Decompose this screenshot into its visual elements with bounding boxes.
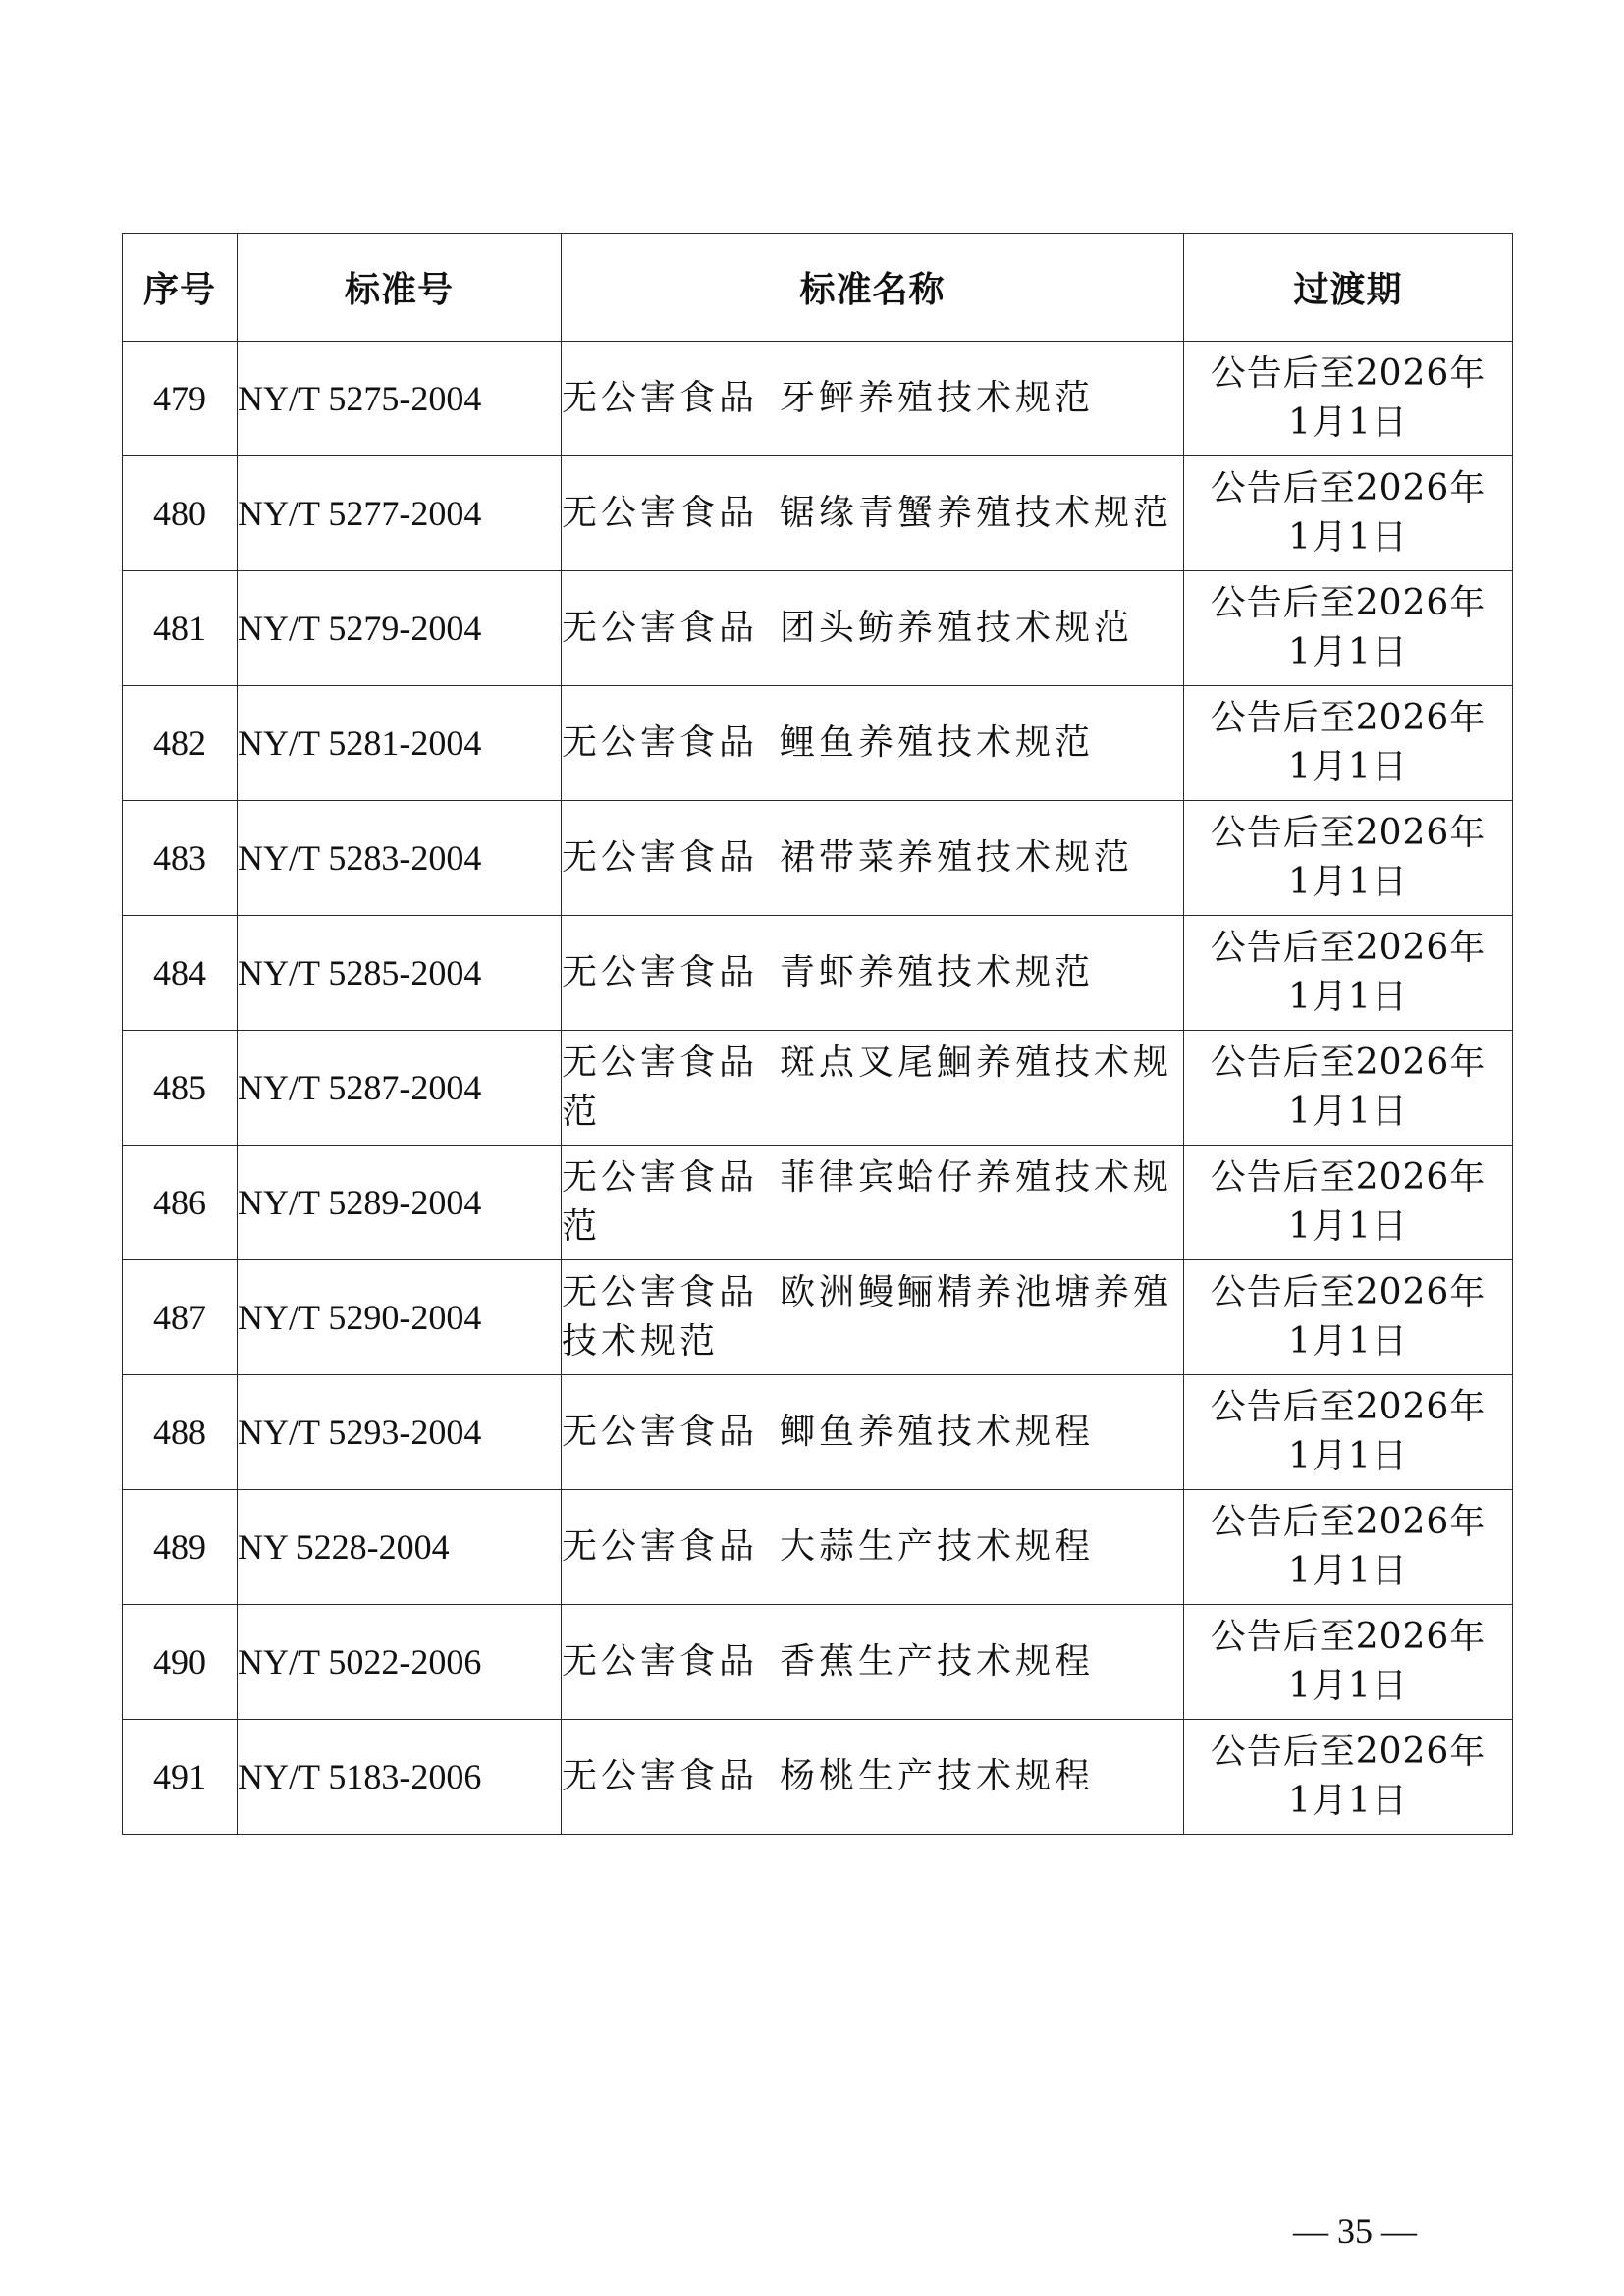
transition-line-2: 1月1日 — [1288, 1666, 1408, 1706]
serial-number-cell: 479 — [123, 342, 238, 456]
table-row — [123, 456, 1513, 571]
standard-name-cell — [562, 456, 1184, 571]
standard-code-cell: NY/T 5183-2006 — [238, 1720, 562, 1835]
standard-name-prefix: 无公害食品 — [562, 1641, 759, 1682]
standard-name-cell — [562, 916, 1184, 1031]
table-header-row — [123, 234, 1513, 342]
transition-line-1: 公告后至2026年 — [1210, 928, 1487, 968]
transition-line-2: 1月1日 — [1288, 1551, 1408, 1591]
serial-number-cell: 486 — [123, 1146, 238, 1260]
standard-code-cell: NY/T 5293-2004 — [238, 1375, 562, 1490]
transition-period-cell — [1184, 456, 1513, 571]
standard-name-text: 鲫鱼养殖技术规程 — [780, 1412, 1095, 1452]
table-row — [123, 342, 1513, 456]
standard-name-text: 鲤鱼养殖技术规范 — [780, 722, 1095, 763]
standard-name-prefix: 无公害食品 — [562, 722, 759, 763]
table-row — [123, 1375, 1513, 1490]
standard-code-cell: NY/T 5277-2004 — [238, 456, 562, 571]
standard-code-cell: NY/T 5285-2004 — [238, 916, 562, 1031]
table-row — [123, 1605, 1513, 1720]
standard-name-text: 大蒜生产技术规程 — [780, 1526, 1095, 1567]
transition-line-1: 公告后至2026年 — [1210, 353, 1487, 394]
standard-name-cell — [562, 571, 1184, 686]
standard-code-cell: NY/T 5022-2006 — [238, 1605, 562, 1720]
standard-name-prefix: 无公害食品 — [562, 1042, 759, 1083]
standard-name-text: 欧洲鳗鲡精养池塘养殖技术规范 — [562, 1272, 1173, 1362]
transition-period-cell — [1184, 1605, 1513, 1720]
transition-line-2: 1月1日 — [1288, 402, 1408, 443]
standard-name-prefix: 无公害食品 — [562, 1272, 759, 1312]
standard-name-cell — [562, 1375, 1184, 1490]
transition-period-cell — [1184, 1031, 1513, 1146]
transition-period-cell — [1184, 1146, 1513, 1260]
transition-period-cell — [1184, 342, 1513, 456]
transition-period-cell — [1184, 1720, 1513, 1835]
standard-code-cell: NY/T 5290-2004 — [238, 1260, 562, 1375]
standard-name-text: 杨桃生产技术规程 — [780, 1756, 1095, 1796]
serial-number-cell: 484 — [123, 916, 238, 1031]
transition-period-cell — [1184, 1490, 1513, 1605]
transition-line-2: 1月1日 — [1288, 1206, 1408, 1247]
transition-line-1: 公告后至2026年 — [1210, 1732, 1487, 1772]
transition-line-2: 1月1日 — [1288, 1321, 1408, 1362]
standard-code-cell: NY/T 5289-2004 — [238, 1146, 562, 1260]
standard-name-text: 锯缘青蟹养殖技术规范 — [780, 493, 1173, 533]
table-row — [123, 916, 1513, 1031]
standard-code-cell: NY/T 5287-2004 — [238, 1031, 562, 1146]
table-row — [123, 1720, 1513, 1835]
standard-name-prefix: 无公害食品 — [562, 378, 759, 418]
table-row — [123, 801, 1513, 916]
standard-name-cell — [562, 342, 1184, 456]
table-row — [123, 686, 1513, 801]
serial-number-cell: 483 — [123, 801, 238, 916]
standard-name-text: 青虾养殖技术规范 — [780, 952, 1095, 992]
transition-line-1: 公告后至2026年 — [1210, 1042, 1487, 1083]
transition-line-1: 公告后至2026年 — [1210, 468, 1487, 508]
standard-name-text: 菲律宾蛤仔养殖技术规范 — [562, 1157, 1173, 1247]
header-serial-number: 序号 — [123, 234, 238, 342]
standard-name-cell — [562, 1031, 1184, 1146]
transition-period-cell — [1184, 1260, 1513, 1375]
standard-name-text: 斑点叉尾鮰养殖技术规范 — [562, 1042, 1173, 1132]
header-standard-code: 标准号 — [238, 234, 562, 342]
standard-name-text: 牙鲆养殖技术规范 — [780, 378, 1095, 418]
transition-line-1: 公告后至2026年 — [1210, 1617, 1487, 1657]
transition-line-2: 1月1日 — [1288, 977, 1408, 1017]
table-row — [123, 1260, 1513, 1375]
standard-name-prefix: 无公害食品 — [562, 1412, 759, 1452]
standard-name-cell — [562, 1260, 1184, 1375]
transition-period-cell — [1184, 916, 1513, 1031]
transition-line-1: 公告后至2026年 — [1210, 1387, 1487, 1427]
table-body — [123, 342, 1513, 1835]
page-number: — 35 — — [1293, 2212, 1417, 2251]
standard-name-cell — [562, 1490, 1184, 1605]
transition-line-1: 公告后至2026年 — [1210, 1157, 1487, 1198]
transition-line-2: 1月1日 — [1288, 1436, 1408, 1476]
transition-period-cell — [1184, 801, 1513, 916]
serial-number-cell: 481 — [123, 571, 238, 686]
transition-line-1: 公告后至2026年 — [1210, 698, 1487, 738]
standard-name-prefix: 无公害食品 — [562, 952, 759, 992]
standard-name-text: 香蕉生产技术规程 — [780, 1641, 1095, 1682]
serial-number-cell: 491 — [123, 1720, 238, 1835]
standard-name-cell — [562, 1720, 1184, 1835]
serial-number-cell: 480 — [123, 456, 238, 571]
serial-number-cell: 489 — [123, 1490, 238, 1605]
serial-number-cell: 490 — [123, 1605, 238, 1720]
transition-line-2: 1月1日 — [1288, 862, 1408, 902]
transition-period-cell — [1184, 1375, 1513, 1490]
standard-name-cell — [562, 1605, 1184, 1720]
standard-name-text: 团头鲂养殖技术规范 — [780, 608, 1134, 648]
serial-number-cell: 487 — [123, 1260, 238, 1375]
standard-code-cell: NY/T 5281-2004 — [238, 686, 562, 801]
standards-table — [122, 233, 1513, 1835]
transition-line-2: 1月1日 — [1288, 517, 1408, 558]
transition-line-1: 公告后至2026年 — [1210, 1502, 1487, 1542]
transition-line-2: 1月1日 — [1288, 747, 1408, 787]
standard-name-cell — [562, 801, 1184, 916]
standard-name-prefix: 无公害食品 — [562, 837, 759, 878]
transition-line-2: 1月1日 — [1288, 1092, 1408, 1132]
transition-line-2: 1月1日 — [1288, 632, 1408, 672]
standard-code-cell: NY/T 5283-2004 — [238, 801, 562, 916]
table-row — [123, 1490, 1513, 1605]
standard-name-prefix: 无公害食品 — [562, 1526, 759, 1567]
serial-number-cell: 482 — [123, 686, 238, 801]
serial-number-cell: 488 — [123, 1375, 238, 1490]
standard-name-cell — [562, 686, 1184, 801]
transition-period-cell — [1184, 686, 1513, 801]
transition-period-cell — [1184, 571, 1513, 686]
standard-code-cell: NY/T 5279-2004 — [238, 571, 562, 686]
transition-line-1: 公告后至2026年 — [1210, 813, 1487, 853]
table-row — [123, 1031, 1513, 1146]
standard-code-cell: NY/T 5275-2004 — [238, 342, 562, 456]
header-transition-period: 过渡期 — [1184, 234, 1513, 342]
standard-code-cell: NY 5228-2004 — [238, 1490, 562, 1605]
standard-name-text: 裙带菜养殖技术规范 — [780, 837, 1134, 878]
transition-line-1: 公告后至2026年 — [1210, 1272, 1487, 1312]
header-standard-name: 标准名称 — [562, 234, 1184, 342]
standard-name-cell — [562, 1146, 1184, 1260]
standard-name-prefix: 无公害食品 — [562, 1756, 759, 1796]
standard-name-prefix: 无公害食品 — [562, 608, 759, 648]
serial-number-cell: 485 — [123, 1031, 238, 1146]
transition-line-2: 1月1日 — [1288, 1781, 1408, 1821]
transition-line-1: 公告后至2026年 — [1210, 583, 1487, 623]
table-row — [123, 1146, 1513, 1260]
table-row — [123, 571, 1513, 686]
standard-name-prefix: 无公害食品 — [562, 493, 759, 533]
standard-name-prefix: 无公害食品 — [562, 1157, 759, 1198]
